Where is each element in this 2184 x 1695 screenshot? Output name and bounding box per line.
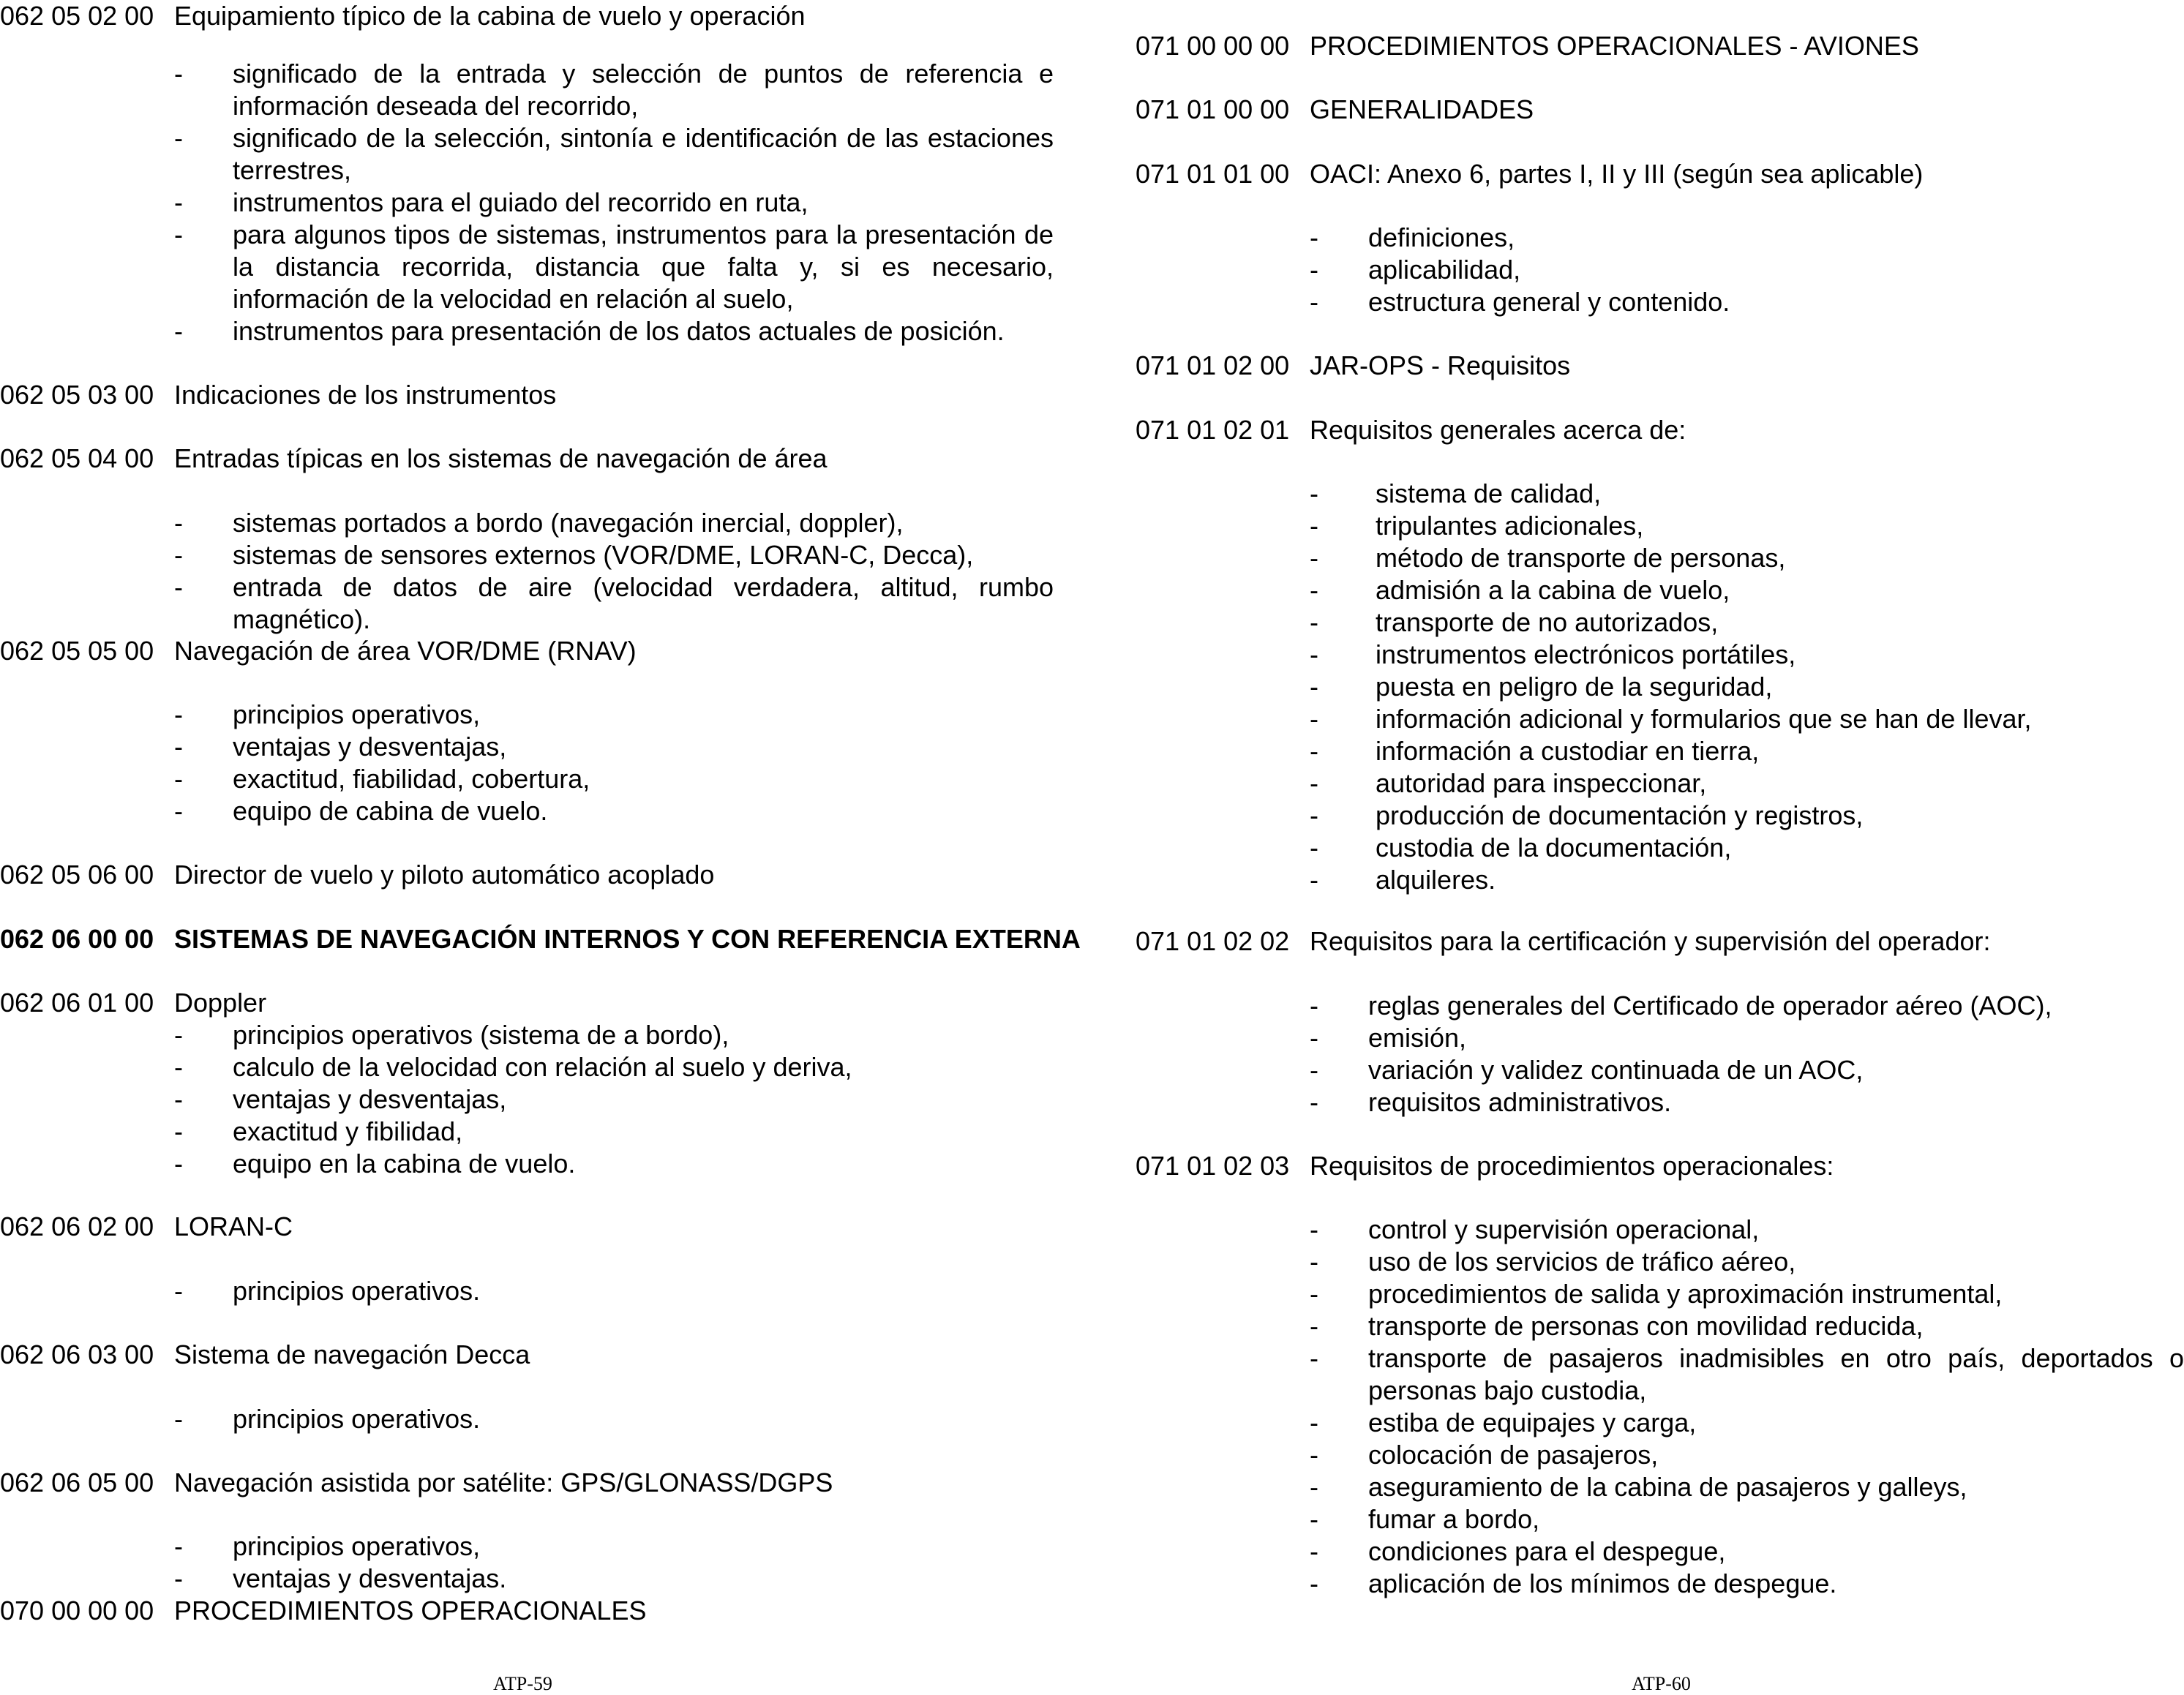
section-title: LORAN-C xyxy=(174,1211,293,1241)
bullet-dash: - xyxy=(1310,1311,1318,1341)
list-item xyxy=(1136,1246,2184,1278)
list-item-text: significado de la selección, sintonía e identificación de las estaciones terrestres, xyxy=(233,123,1054,185)
list-item xyxy=(0,507,1054,539)
bullet-dash: - xyxy=(1310,1247,1318,1277)
list-item-text: ventajas y desventajas. xyxy=(233,1563,507,1593)
bullet-list xyxy=(0,1403,1054,1435)
bullet-dash: - xyxy=(174,1052,183,1082)
list-item-text: condiciones para el despegue, xyxy=(1368,1536,1726,1566)
list-item-text: ventajas y desventajas, xyxy=(233,1084,507,1114)
bullet-dash: - xyxy=(1310,1568,1318,1598)
bullet-dash: - xyxy=(174,699,183,729)
section-title: GENERALIDADES xyxy=(1310,94,1534,124)
list-item xyxy=(1136,864,2184,896)
list-item-text: sistemas de sensores externos (VOR/DME, LORAN-C, Decca), xyxy=(233,540,974,570)
list-item-text: instrumentos para presentación de los datos actuales de posición. xyxy=(233,316,1005,346)
bullet-dash: - xyxy=(174,1563,183,1593)
list-item-text: exactitud y fibilidad, xyxy=(233,1116,463,1146)
list-item-text: estructura general y contenido. xyxy=(1368,287,1730,317)
bullet-dash: - xyxy=(1310,672,1318,702)
list-item xyxy=(0,315,1054,347)
list-item-text: transporte de pasajeros inadmisibles en otro país, deportados o personas bajo custodia, xyxy=(1368,1343,2184,1405)
list-item xyxy=(1136,254,2184,286)
list-item-text: calculo de la velocidad con relación al suelo y deriva, xyxy=(233,1052,852,1082)
list-item-text: para algunos tipos de sistemas, instrumentos para la presentación de la distancia recorrida, distancia que falta y, si es necesario, información de la velocidad en relación al suelo, xyxy=(233,219,1054,314)
section-code: 071 00 00 00 xyxy=(1136,31,1290,61)
list-item xyxy=(1136,1503,2184,1536)
list-item-text: sistemas portados a bordo (navegación inercial, doppler), xyxy=(233,508,904,538)
list-item-text: principios operativos. xyxy=(233,1276,481,1306)
section-code: 062 05 06 00 xyxy=(0,860,154,890)
list-item-text: aseguramiento de la cabina de pasajeros y galleys, xyxy=(1368,1472,1967,1502)
list-item-text: sistema de calidad, xyxy=(1376,478,1602,508)
bullet-dash: - xyxy=(1310,1408,1318,1437)
list-item xyxy=(1136,1439,2184,1471)
list-item-text: transporte de personas con movilidad reducida, xyxy=(1368,1311,1924,1341)
section-code: 071 01 00 00 xyxy=(1136,94,1290,124)
list-item xyxy=(0,1403,1054,1435)
section-code: 071 01 02 02 xyxy=(1136,926,1290,956)
list-item-text: principios operativos (sistema de a bordo), xyxy=(233,1020,729,1050)
section-code: 062 05 05 00 xyxy=(0,636,154,666)
section-title: SISTEMAS DE NAVEGACIÓN INTERNOS Y CON REFERENCIA EXTERNA xyxy=(174,924,1081,954)
bullet-dash: - xyxy=(174,572,183,602)
bullet-list xyxy=(0,58,1054,347)
section-title: PROCEDIMIENTOS OPERACIONALES xyxy=(174,1596,647,1626)
list-item-text: equipo de cabina de vuelo. xyxy=(233,796,548,826)
bullet-dash: - xyxy=(1310,1214,1318,1244)
list-item-text: instrumentos para el guiado del recorrido en ruta, xyxy=(233,187,808,217)
list-item-text: equipo en la cabina de vuelo. xyxy=(233,1149,576,1179)
bullet-dash: - xyxy=(1310,1023,1318,1053)
bullet-dash: - xyxy=(174,1404,183,1434)
list-item xyxy=(0,571,1054,636)
section-title: Entradas típicas en los sistemas de navegación de área xyxy=(174,443,828,473)
section-code: 071 01 02 00 xyxy=(1136,350,1290,380)
bullet-dash: - xyxy=(1310,704,1318,734)
section-title: Requisitos generales acerca de: xyxy=(1310,415,1686,445)
list-item-text: ventajas y desventajas, xyxy=(233,732,507,762)
list-item xyxy=(1136,510,2184,542)
list-item xyxy=(0,187,1054,219)
section-code: 062 06 02 00 xyxy=(0,1211,154,1241)
section-code: 062 05 03 00 xyxy=(0,380,154,410)
bullet-dash: - xyxy=(174,123,183,153)
bullet-dash: - xyxy=(1310,607,1318,637)
list-item xyxy=(1136,222,2184,254)
section-code: 071 01 01 00 xyxy=(1136,159,1290,189)
list-item xyxy=(1136,767,2184,800)
bullet-dash: - xyxy=(174,316,183,346)
bullet-dash: - xyxy=(1310,800,1318,830)
bullet-dash: - xyxy=(1310,736,1318,766)
list-item-text: alquileres. xyxy=(1376,865,1496,895)
list-item-text: tripulantes adicionales, xyxy=(1376,511,1644,541)
bullet-dash: - xyxy=(1310,1536,1318,1566)
section-code: 062 06 00 00 xyxy=(0,924,154,954)
section-code: 071 01 02 03 xyxy=(1136,1151,1290,1181)
bullet-dash: - xyxy=(174,1149,183,1179)
list-item xyxy=(1136,1568,2184,1600)
bullet-dash: - xyxy=(1310,255,1318,285)
section-code: 070 00 00 00 xyxy=(0,1596,154,1626)
bullet-list xyxy=(0,699,1054,827)
section-title: Requisitos de procedimientos operacionales: xyxy=(1310,1151,1834,1181)
section-code: 062 06 01 00 xyxy=(0,988,154,1018)
bullet-list xyxy=(0,1530,1054,1595)
list-item-text: fumar a bordo, xyxy=(1368,1504,1540,1534)
list-item-text: autoridad para inspeccionar, xyxy=(1376,768,1707,798)
bullet-dash: - xyxy=(174,1531,183,1561)
list-item xyxy=(0,1083,1054,1116)
page-number: ATP-60 xyxy=(1632,1673,1691,1694)
list-item xyxy=(1136,832,2184,864)
list-item-text: control y supervisión operacional, xyxy=(1368,1214,1760,1244)
bullet-dash: - xyxy=(1310,768,1318,798)
bullet-list xyxy=(1136,990,2184,1119)
list-item-text: procedimientos de salida y aproximación instrumental, xyxy=(1368,1279,2003,1309)
list-item xyxy=(0,1563,1054,1595)
bullet-dash: - xyxy=(1310,222,1318,252)
section-title: JAR-OPS - Requisitos xyxy=(1310,350,1571,380)
list-item xyxy=(1136,1342,2184,1407)
bullet-dash: - xyxy=(1310,543,1318,573)
list-item-text: información adicional y formularios que se han de llevar, xyxy=(1376,704,2032,734)
bullet-dash: - xyxy=(1310,1504,1318,1534)
list-item-text: producción de documentación y registros, xyxy=(1376,800,1864,830)
section-code: 062 05 04 00 xyxy=(0,443,154,473)
list-item-text: transporte de no autorizados, xyxy=(1376,607,1719,637)
bullet-dash: - xyxy=(1310,1055,1318,1085)
bullet-list xyxy=(1136,222,2184,318)
bullet-dash: - xyxy=(1310,639,1318,669)
list-item-text: uso de los servicios de tráfico aéreo, xyxy=(1368,1247,1796,1277)
list-item-text: información a custodiar en tierra, xyxy=(1376,736,1760,766)
bullet-dash: - xyxy=(174,187,183,217)
bullet-dash: - xyxy=(1310,511,1318,541)
list-item-text: entrada de datos de aire (velocidad verdadera, altitud, rumbo magnético). xyxy=(233,572,1054,634)
list-item xyxy=(1136,1310,2184,1342)
bullet-dash: - xyxy=(1310,833,1318,862)
list-item xyxy=(0,1530,1054,1563)
list-item xyxy=(0,1051,1054,1083)
section-title: Indicaciones de los instrumentos xyxy=(174,380,557,410)
list-item-text: aplicabilidad, xyxy=(1368,255,1521,285)
bullet-list xyxy=(1136,478,2184,896)
section-title: Equipamiento típico de la cabina de vuelo y operación xyxy=(174,1,806,31)
list-item-text: colocación de pasajeros, xyxy=(1368,1440,1659,1470)
list-item xyxy=(0,1019,1054,1051)
list-item xyxy=(1136,703,2184,735)
bullet-dash: - xyxy=(174,1084,183,1114)
list-item-text: requisitos administrativos. xyxy=(1368,1087,1672,1117)
list-item xyxy=(1136,286,2184,318)
bullet-dash: - xyxy=(174,796,183,826)
bullet-dash: - xyxy=(1310,865,1318,895)
section-title: PROCEDIMIENTOS OPERACIONALES - AVIONES xyxy=(1310,31,1919,61)
list-item-text: principios operativos, xyxy=(233,1531,481,1561)
bullet-dash: - xyxy=(1310,1472,1318,1502)
section-title: Sistema de navegación Decca xyxy=(174,1339,530,1369)
list-item xyxy=(1136,478,2184,510)
list-item-text: estiba de equipajes y carga, xyxy=(1368,1408,1697,1437)
list-item xyxy=(1136,1214,2184,1246)
section-code: 062 06 03 00 xyxy=(0,1339,154,1369)
bullet-dash: - xyxy=(1310,991,1318,1021)
list-item xyxy=(1136,1278,2184,1310)
list-item xyxy=(1136,542,2184,574)
list-item xyxy=(1136,1471,2184,1503)
page-number: ATP-59 xyxy=(493,1673,552,1694)
section-title: Director de vuelo y piloto automático acoplado xyxy=(174,860,715,890)
bullet-list xyxy=(0,1275,1054,1307)
bullet-dash: - xyxy=(174,732,183,762)
bullet-list xyxy=(0,1019,1054,1180)
bullet-dash: - xyxy=(174,540,183,570)
bullet-list xyxy=(1136,1214,2184,1600)
bullet-dash: - xyxy=(174,1020,183,1050)
list-item xyxy=(0,795,1054,827)
list-item-text: emisión, xyxy=(1368,1023,1467,1053)
list-item-text: custodia de la documentación, xyxy=(1376,833,1732,862)
list-item-text: puesta en peligro de la seguridad, xyxy=(1376,672,1773,702)
list-item-text: definiciones, xyxy=(1368,222,1515,252)
list-item-text: admisión a la cabina de vuelo, xyxy=(1376,575,1730,605)
bullet-dash: - xyxy=(174,59,183,89)
list-item xyxy=(0,219,1054,315)
section-title: Doppler xyxy=(174,988,267,1018)
bullet-dash: - xyxy=(174,219,183,249)
bullet-dash: - xyxy=(1310,478,1318,508)
list-item-text: variación y validez continuada de un AOC, xyxy=(1368,1055,1864,1085)
list-item xyxy=(0,122,1054,187)
list-item-text: reglas generales del Certificado de operador aéreo (AOC), xyxy=(1368,991,2052,1021)
list-item xyxy=(1136,671,2184,703)
list-item xyxy=(1136,606,2184,639)
list-item-text: método de transporte de personas, xyxy=(1376,543,1786,573)
list-item xyxy=(1136,1407,2184,1439)
list-item xyxy=(1136,990,2184,1022)
bullet-dash: - xyxy=(1310,1087,1318,1117)
list-item xyxy=(1136,1086,2184,1119)
bullet-dash: - xyxy=(1310,287,1318,317)
list-item-text: significado de la entrada y selección de puntos de referencia e información deseada del recorrido, xyxy=(233,59,1054,121)
bullet-list xyxy=(0,507,1054,636)
list-item xyxy=(1136,574,2184,606)
list-item xyxy=(0,1116,1054,1148)
section-code: 062 06 05 00 xyxy=(0,1467,154,1497)
list-item xyxy=(0,1148,1054,1180)
section-code: 062 05 02 00 xyxy=(0,1,154,31)
list-item xyxy=(1136,639,2184,671)
list-item xyxy=(1136,1536,2184,1568)
list-item xyxy=(1136,735,2184,767)
bullet-dash: - xyxy=(1310,1343,1318,1373)
list-item-text: principios operativos, xyxy=(233,699,481,729)
list-item xyxy=(0,58,1054,122)
list-item xyxy=(0,763,1054,795)
list-item xyxy=(1136,800,2184,832)
list-item-text: exactitud, fiabilidad, cobertura, xyxy=(233,764,590,794)
section-title: Navegación asistida por satélite: GPS/GLONASS/DGPS xyxy=(174,1467,833,1497)
list-item-text: principios operativos. xyxy=(233,1404,481,1434)
bullet-dash: - xyxy=(1310,575,1318,605)
list-item-text: aplicación de los mínimos de despegue. xyxy=(1368,1568,1837,1598)
bullet-dash: - xyxy=(1310,1279,1318,1309)
bullet-dash: - xyxy=(174,508,183,538)
bullet-dash: - xyxy=(174,764,183,794)
list-item xyxy=(0,699,1054,731)
list-item xyxy=(1136,1022,2184,1054)
bullet-dash: - xyxy=(1310,1440,1318,1470)
list-item xyxy=(0,731,1054,763)
list-item xyxy=(0,539,1054,571)
section-title: Requisitos para la certificación y supervisión del operador: xyxy=(1310,926,1991,956)
list-item-text: instrumentos electrónicos portátiles, xyxy=(1376,639,1796,669)
list-item xyxy=(0,1275,1054,1307)
section-title: Navegación de área VOR/DME (RNAV) xyxy=(174,636,637,666)
bullet-dash: - xyxy=(174,1116,183,1146)
bullet-dash: - xyxy=(174,1276,183,1306)
section-code: 071 01 02 01 xyxy=(1136,415,1290,445)
section-title: OACI: Anexo 6, partes I, II y III (según sea aplicable) xyxy=(1310,159,1924,189)
list-item xyxy=(1136,1054,2184,1086)
